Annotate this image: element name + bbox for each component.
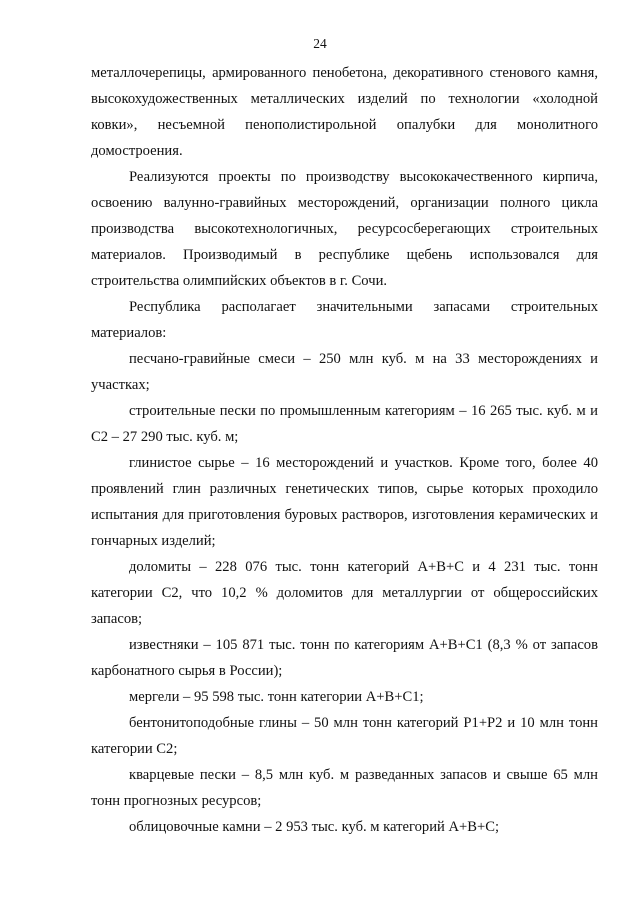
paragraph-reserves-intro: Республика располагает значительными запасами строительных материалов:: [91, 299, 598, 341]
list-item-sand-gravel: песчано-гравийные смеси – 250 млн куб. м на 33 месторождениях и участках;: [91, 351, 598, 393]
list-item-dolomites: доломиты – 228 076 тыс. тонн категорий А+В+С и 4 231 тыс. тонн категории С2, что 10,2 % доломитов для металлургии от общероссийских запасов;: [91, 559, 598, 627]
list-item-quartz-sands: кварцевые пески – 8,5 млн куб. м разведанных запасов и свыше 65 млн тонн прогнозных ресурсов;: [91, 767, 598, 809]
page-number: 24: [313, 36, 327, 51]
paragraph-continuation: металлочерепицы, армированного пенобетона, декоративного стенового камня, высокохудожественных металлических изделий по технологии «холодной ковки», несъемной пенополистирольной опалубки для монолитного домостроения.: [91, 65, 598, 159]
list-item-bentonite-clays: бентонитоподобные глины – 50 млн тонн категорий Р1+Р2 и 10 млн тонн категории С2;: [91, 715, 598, 757]
list-item-building-sands: строительные пески по промышленным категориям – 16 265 тыс. куб. м и С2 – 27 290 тыс. куб. м;: [91, 403, 598, 445]
list-item-clay: глинистое сырье – 16 месторождений и участков. Кроме того, более 40 проявлений глин различных генетических типов, сырье которых проходило испытания для приготовления буровых растворов, изготовления керамических и гончарных изделий;: [91, 455, 598, 549]
list-item-limestone: известняки – 105 871 тыс. тонн по категориям А+В+С1 (8,3 % от запасов карбонатного сырья в России);: [91, 637, 598, 679]
list-item-marl: мергели – 95 598 тыс. тонн категории А+В+С1;: [129, 689, 424, 705]
list-item-facing-stone: облицовочные камни – 2 953 тыс. куб. м категорий А+В+С;: [129, 819, 500, 835]
paragraph-projects: Реализуются проекты по производству высококачественного кирпича, освоению валунно-гравийных месторождений, организации полного цикла производства высокотехнологичных, ресурсосберегающих строительных материалов. Производимый в республике щебень использовался для строительства олимпийских объектов в г. Сочи.: [91, 169, 598, 289]
page-body: [91, 60, 598, 840]
